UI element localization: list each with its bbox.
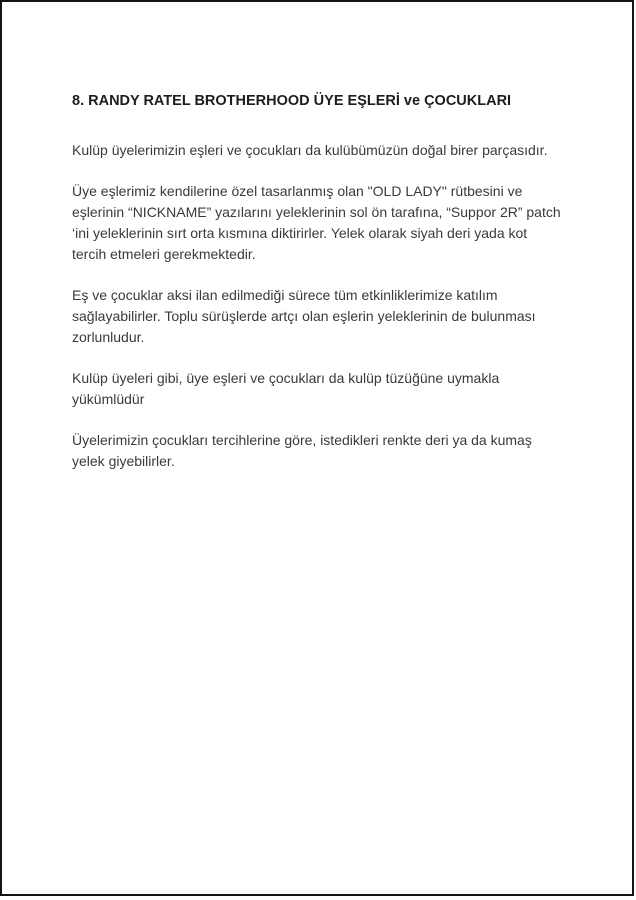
text-line: ‘ini yeleklerinin sırt orta kısmına diktirirler. Yelek olarak siyah deri yada kot bbox=[72, 225, 528, 241]
text-line: Üye eşlerimiz kendilerine özel tasarlanmış olan "OLD LADY" rütbesini ve bbox=[72, 183, 523, 199]
text-line: Eş ve çocuklar aksi ilan edilmediği sürece tüm etkinliklerimize katılım bbox=[72, 287, 498, 303]
text-line: yükümlüdür bbox=[72, 391, 145, 407]
text-line: eşlerinin “NICKNAME” yazılarını yeleklerinin sol ön tarafına, “Suppor 2R” patch bbox=[72, 204, 561, 220]
text-line: sağlayabilirler. Toplu sürüşlerde artçı olan eşlerin yeleklerinin de bulunması bbox=[72, 308, 536, 324]
paragraph-4 bbox=[72, 368, 582, 410]
text-line: Üyelerimizin çocukları tercihlerine göre, istedikleri renkte deri ya da kumaş bbox=[72, 432, 532, 448]
paragraph-5 bbox=[72, 430, 582, 472]
section-heading: 8. RANDY RATEL BROTHERHOOD ÜYE EŞLERİ ve ÇOCUKLARI bbox=[72, 93, 512, 109]
text-line: tercih etmeleri gerekmektedir. bbox=[72, 246, 256, 262]
text-line: zorlunludur. bbox=[72, 329, 145, 345]
text-line: yelek giyebilirler. bbox=[72, 453, 175, 469]
text-line: Kulüp üyeleri gibi, üye eşleri ve çocukları da kulüp tüzüğüne uymakla bbox=[72, 370, 500, 386]
paragraph-3 bbox=[72, 285, 582, 348]
text-line: Kulüp üyelerimizin eşleri ve çocukları da kulübümüzün doğal birer parçasıdır. bbox=[72, 142, 548, 158]
document-content bbox=[72, 91, 582, 492]
paragraph-1 bbox=[72, 140, 582, 161]
paragraph-2 bbox=[72, 181, 582, 265]
